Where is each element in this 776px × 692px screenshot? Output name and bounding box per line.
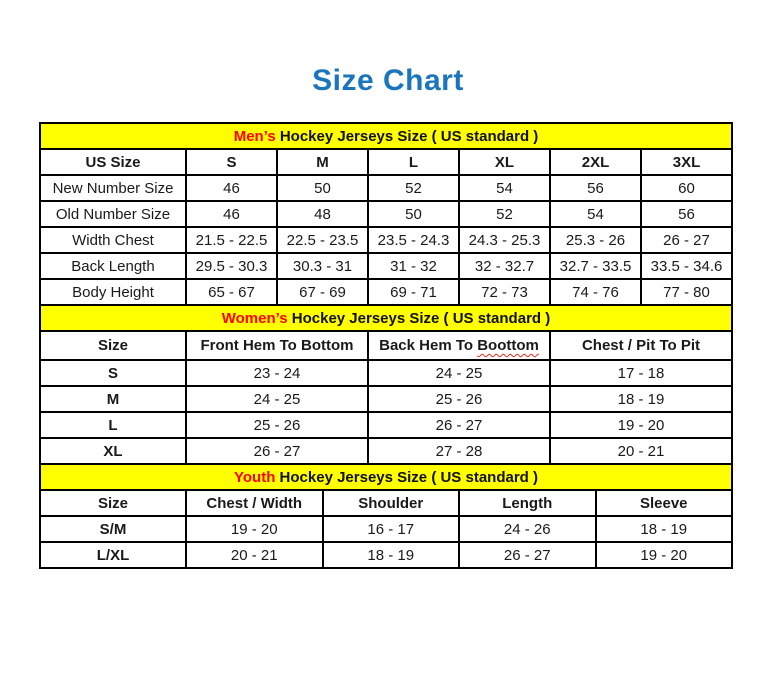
size-cell: 32.7 - 33.5 [550,253,641,279]
table-row [40,201,732,227]
page-title: Size Chart [312,64,464,97]
row-label: L [40,412,186,438]
size-cell: 22.5 - 23.5 [277,227,368,253]
womens-banner [40,305,732,331]
banner-text: Hockey Jerseys Size ( US standard ) [275,468,538,486]
size-cell: 32 - 32.7 [459,253,550,279]
table-row [40,516,732,542]
column-header: Chest / Width [186,490,323,516]
size-cell: 26 - 27 [368,412,550,438]
size-cell: 56 [641,201,732,227]
size-cell: 16 - 17 [323,516,460,542]
size-tables [39,122,733,569]
size-cell: 26 - 27 [641,227,732,253]
size-cell: 27 - 28 [368,438,550,464]
column-header: M [277,149,368,175]
size-cell: 24 - 25 [186,386,368,412]
size-cell: 19 - 20 [596,542,733,568]
row-label: S/M [40,516,186,542]
table-row [40,279,732,305]
size-cell: 56 [550,175,641,201]
size-cell: 20 - 21 [186,542,323,568]
banner-text: Hockey Jerseys Size ( US standard ) [275,127,539,145]
size-cell: 31 - 32 [368,253,459,279]
size-cell: 23.5 - 24.3 [368,227,459,253]
size-cell: 26 - 27 [186,438,368,464]
size-cell: 19 - 20 [186,516,323,542]
column-header: Size [40,490,186,516]
size-cell: 24.3 - 25.3 [459,227,550,253]
column-header: XL [459,149,550,175]
row-label: L/XL [40,542,186,568]
row-label: S [40,360,186,386]
column-header: Chest / Pit To Pit [550,331,732,360]
size-cell: 67 - 69 [277,279,368,305]
row-label: XL [40,438,186,464]
size-cell: 21.5 - 22.5 [186,227,277,253]
table-row [40,227,732,253]
row-label: Old Number Size [40,201,186,227]
banner-highlight: Youth [234,468,276,486]
size-cell: 17 - 18 [550,360,732,386]
size-cell: 72 - 73 [459,279,550,305]
table-row [40,253,732,279]
size-cell: 24 - 26 [459,516,596,542]
column-header: Front Hem To Bottom [186,331,368,360]
table-row [40,386,732,412]
size-cell: 77 - 80 [641,279,732,305]
size-cell: 50 [277,175,368,201]
size-cell: 25 - 26 [368,386,550,412]
column-header [368,331,550,360]
mens-banner [40,123,732,149]
column-header: L [368,149,459,175]
row-label: Back Length [40,253,186,279]
table-row [40,412,732,438]
misspelled-word: Boottom [477,337,539,354]
size-cell: 60 [641,175,732,201]
column-header: Length [459,490,596,516]
size-cell: 26 - 27 [459,542,596,568]
table-row [40,542,732,568]
youth-size-table [39,463,733,569]
size-cell: 29.5 - 30.3 [186,253,277,279]
column-header: Shoulder [323,490,460,516]
size-cell: 30.3 - 31 [277,253,368,279]
size-cell: 69 - 71 [368,279,459,305]
banner-highlight: Men’s [233,127,276,145]
size-cell: 48 [277,201,368,227]
table-row [40,438,732,464]
row-label: M [40,386,186,412]
size-cell: 54 [459,175,550,201]
size-cell: 46 [186,175,277,201]
size-cell: 19 - 20 [550,412,732,438]
size-cell: 54 [550,201,641,227]
column-header-text: Back Hem To [379,337,478,354]
size-cell: 23 - 24 [186,360,368,386]
size-cell: 33.5 - 34.6 [641,253,732,279]
size-cell: 46 [186,201,277,227]
column-header: 2XL [550,149,641,175]
size-cell: 52 [368,175,459,201]
size-cell: 52 [459,201,550,227]
table-row [40,360,732,386]
row-label: Body Height [40,279,186,305]
banner-highlight: Women’s [221,309,288,327]
mens-size-table [39,122,733,306]
size-cell: 25.3 - 26 [550,227,641,253]
womens-size-table [39,304,733,465]
banner-text: Hockey Jerseys Size ( US standard ) [287,309,551,327]
youth-banner [40,464,732,490]
size-cell: 20 - 21 [550,438,732,464]
size-cell: 65 - 67 [186,279,277,305]
size-cell: 18 - 19 [550,386,732,412]
column-header: US Size [40,149,186,175]
column-header: 3XL [641,149,732,175]
size-cell: 25 - 26 [186,412,368,438]
size-cell: 24 - 25 [368,360,550,386]
column-header: Sleeve [596,490,733,516]
row-label: Width Chest [40,227,186,253]
column-header: Size [40,331,186,360]
size-cell: 74 - 76 [550,279,641,305]
size-cell: 18 - 19 [323,542,460,568]
size-cell: 50 [368,201,459,227]
size-cell: 18 - 19 [596,516,733,542]
row-label: New Number Size [40,175,186,201]
column-header: S [186,149,277,175]
table-row [40,175,732,201]
